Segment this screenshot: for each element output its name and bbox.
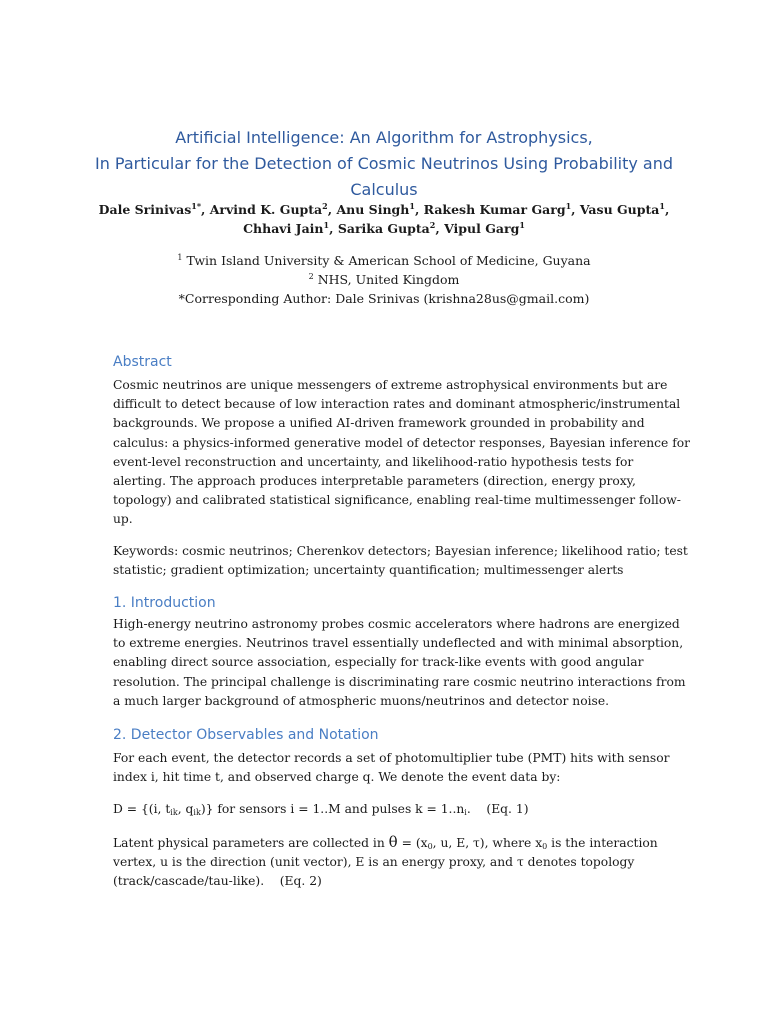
text-line: resolution. The principal challenge is discriminating rare cosmic neutrino interactions from bbox=[113, 674, 686, 689]
author-affil-mark: 2 bbox=[429, 220, 436, 230]
text-line: vertex, u is the direction (unit vector), E is an energy proxy, and τ denotes topology bbox=[113, 855, 635, 870]
equation-2-paragraph bbox=[113, 833, 673, 892]
text-line: For each event, the detector records a set of photomultiplier tube (PMT) hits with sensor bbox=[113, 751, 670, 765]
eq-subscript: ik bbox=[170, 808, 178, 817]
author-name: Dale Srinivas bbox=[98, 202, 192, 217]
section2-body bbox=[113, 749, 673, 787]
eq-subscript: 0 bbox=[427, 842, 433, 851]
eq-text: Latent physical parameters are collected in bbox=[113, 836, 389, 850]
equation-1 bbox=[113, 800, 673, 819]
affiliations bbox=[60, 251, 708, 308]
author-affil-mark: 1 bbox=[519, 220, 525, 230]
abstract-body bbox=[113, 376, 691, 530]
eq-label: . (Eq. 1) bbox=[466, 802, 529, 816]
introduction-heading: 1. Introduction bbox=[113, 595, 216, 611]
eq-subscript: 0 bbox=[542, 842, 548, 851]
author-name: Chhavi Jain bbox=[243, 221, 324, 236]
eq-text: , q bbox=[177, 802, 194, 816]
author-name: Rakesh Kumar Garg bbox=[423, 202, 566, 217]
author-affil-mark: 1 bbox=[409, 201, 415, 211]
text-line: up. bbox=[113, 512, 133, 527]
author-name: Arvind K. Gupta bbox=[209, 202, 323, 217]
text-line: to extreme energies. Neutrinos travel essentially undeflected and with minimal absorption, bbox=[113, 636, 684, 651]
eq-text: = (x bbox=[397, 836, 428, 850]
text-line: index i, hit time t, and observed charge q. We denote the event data by: bbox=[113, 770, 561, 785]
author-affil-mark: 1* bbox=[191, 201, 201, 211]
corresponding-author: *Corresponding Author: Dale Srinivas (krishna28us@gmail.com) bbox=[178, 291, 590, 306]
eq-text: D = {(i, t bbox=[113, 802, 171, 816]
theta-symbol: θ bbox=[388, 833, 398, 851]
author-affil-mark: 1 bbox=[565, 201, 572, 211]
introduction-body bbox=[113, 615, 686, 711]
author-line: Chhavi Jain$^1$, Sarika Gupta$^2$, Vipul Garg$^1$ bbox=[243, 220, 525, 236]
text-line: difficult to detect because of low interaction rates and dominant atmospheric/instrumental bbox=[113, 397, 681, 412]
keywords bbox=[113, 542, 688, 580]
text-line: Keywords: cosmic neutrinos; Cherenkov detectors; Bayesian inference; likelihood ratio; test bbox=[113, 544, 688, 558]
equation-line bbox=[113, 800, 673, 819]
author-affil-mark: 2 bbox=[322, 201, 328, 211]
section2-heading: 2. Detector Observables and Notation bbox=[113, 727, 379, 743]
eq-subscript: ik bbox=[193, 808, 201, 817]
text-line: enabling direct source association, especially for track-like events with good angular bbox=[113, 655, 644, 670]
eq-text: )} for sensors i = 1..M and pulses k = 1..n bbox=[200, 802, 465, 816]
text-line: event-level reconstruction and uncertainty, and likelihood-ratio hypothesis tests for bbox=[113, 454, 634, 469]
author-name: Vasu Gupta bbox=[579, 202, 660, 217]
title-line: Artificial Intelligence: An Algorithm for Astrophysics, bbox=[175, 128, 593, 147]
affil-mark: 2 bbox=[308, 272, 314, 281]
text-line: backgrounds. We propose a unified AI-driven framework grounded in probability and bbox=[113, 416, 645, 431]
eq-text: is the interaction bbox=[547, 836, 658, 850]
affiliation-text: NHS, United Kingdom bbox=[317, 272, 460, 287]
affiliation-1 bbox=[60, 251, 708, 270]
eq-text: , u, E, τ), where x bbox=[432, 836, 543, 850]
author-list bbox=[60, 200, 708, 238]
text-line: calculus: a physics-informed generative model of detector responses, Bayesian inference for bbox=[113, 435, 691, 450]
affiliation-text: Twin Island University & American School of Medicine, Guyana bbox=[186, 253, 591, 268]
author-line: Dale Srinivas$^{1*}$, Arvind K. Gupta$^2$, Anu Singh$^1$, Rakesh Kumar Garg$^1$, Vasu Gupta$^1$, bbox=[98, 201, 670, 217]
text-line: alerting. The approach produces interpretable parameters (direction, energy proxy, bbox=[113, 474, 636, 489]
text-line: topology) and calibrated statistical significance, enabling real-time multimessenger follow- bbox=[113, 493, 681, 508]
affil-mark: 1 bbox=[177, 253, 183, 262]
text-line: High-energy neutrino astronomy probes cosmic accelerators where hadrons are energized bbox=[113, 617, 680, 631]
abstract-heading: Abstract bbox=[113, 354, 172, 370]
title-line: Calculus bbox=[350, 180, 418, 199]
title-line: In Particular for the Detection of Cosmic Neutrinos Using Probability and bbox=[94, 154, 674, 173]
text-line: a much larger background of atmospheric muons/neutrinos and detector noise. bbox=[113, 693, 610, 708]
text-line: Cosmic neutrinos are unique messengers of extreme astrophysical environments but are bbox=[113, 378, 668, 392]
author-affil-mark: 1 bbox=[323, 220, 330, 230]
affiliation-2 bbox=[60, 270, 708, 289]
author-name: Anu Singh bbox=[336, 202, 410, 217]
author-affil-mark: 1 bbox=[659, 201, 665, 211]
eq-subscript: i bbox=[464, 808, 467, 817]
author-name: Sarika Gupta bbox=[337, 221, 430, 236]
text-line: statistic; gradient optimization; uncertainty quantification; multimessenger alerts bbox=[113, 563, 624, 578]
text-line bbox=[113, 833, 673, 853]
paper-title bbox=[60, 125, 708, 203]
author-name: Vipul Garg bbox=[444, 221, 520, 236]
text-line: (track/cascade/tau-like). (Eq. 2) bbox=[113, 874, 322, 889]
